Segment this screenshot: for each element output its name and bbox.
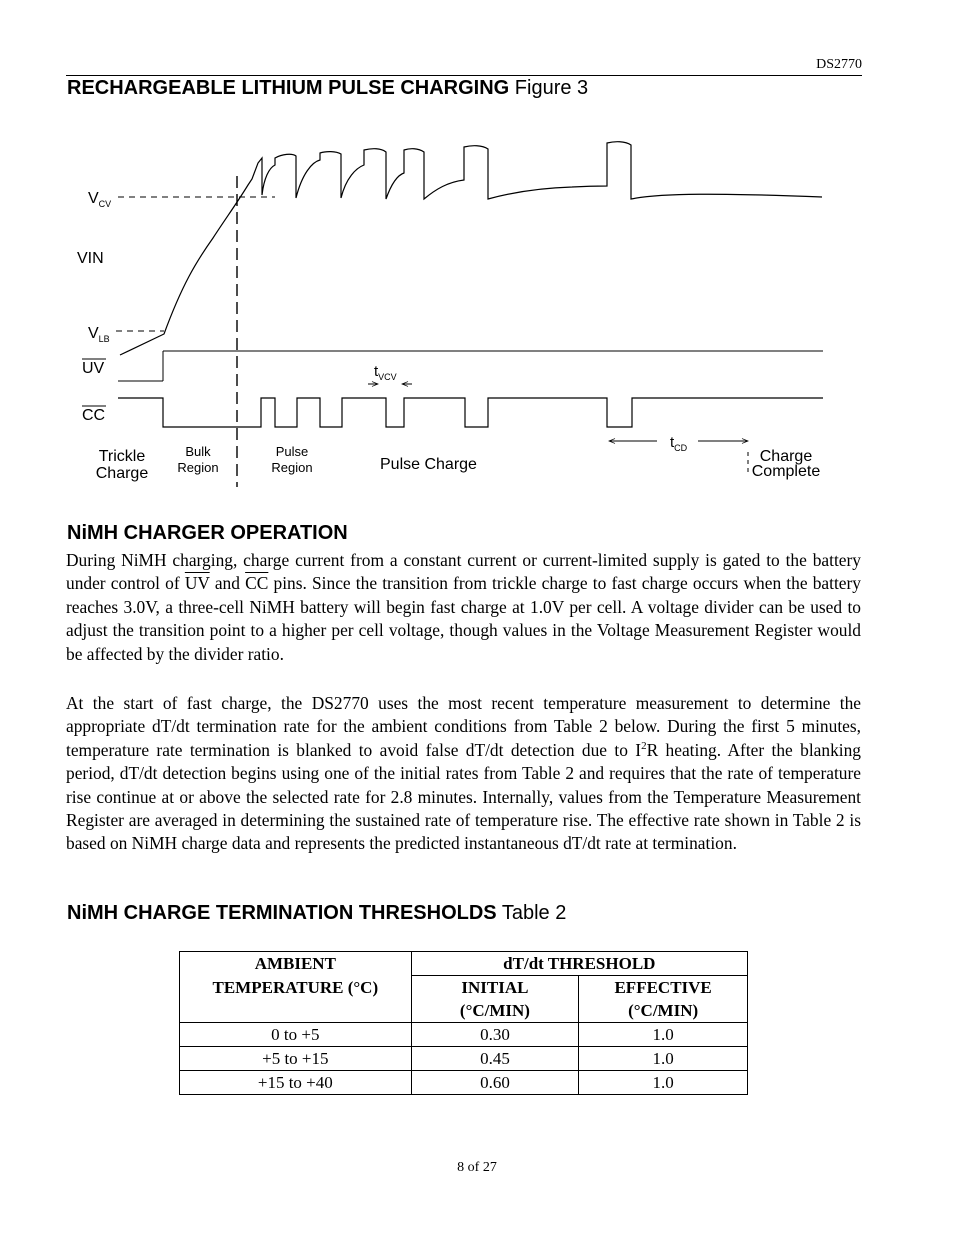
col-group-header: dT/dt THRESHOLD — [411, 952, 747, 976]
ambient-cell: 0 to +5 — [180, 1023, 412, 1047]
bulk-region-label-line2: Region — [177, 460, 219, 475]
figure-title-suffix: Figure 3 — [509, 77, 589, 99]
vin-waveform — [120, 142, 822, 355]
cc-signal — [118, 398, 823, 427]
nimh-operation-paragraph-2: At the start of fast charge, the DS2770 uses the most recent temperature measurement to determine the appropriate dT/dt termination rate for the ambient conditions from Table 2 below. During the first 5 minutes, temperature rate termination is blanked to avoid false dT/dt detection due to $I^2R$ heating. After the blanking period, dT/dt detection begins using one of the initial rates from Table 2 and requires that the rate of temperature rise continue at or above the selected rate for 2.8 minutes. Internally, values from the Temperature Measurement Register are averaged in determining the sustained rate of temperature rise. The effective rate shown in Table 2 is based on NiMH charge data and represents the predicted instantaneous dT/dt rate at termination. — [66, 693, 861, 854]
vin-label: VIN — [77, 250, 104, 267]
figure-title-bold: RECHARGEABLE LITHIUM PULSE CHARGING — [67, 77, 510, 99]
charge-complete-label-line1: Charge — [759, 448, 813, 465]
initial-cell: 0.30 — [411, 1023, 579, 1047]
page-number: 8 of 27 — [457, 1160, 497, 1175]
table-row — [180, 1071, 748, 1095]
initial-cell: 0.45 — [411, 1047, 579, 1071]
uv-pin-name: $\overline{UV}$ — [184, 573, 210, 594]
table2-heading — [67, 902, 566, 925]
initial-cell: 0.60 — [411, 1071, 579, 1095]
vlb-label: $V_{LB}$ — [88, 325, 110, 344]
document-id: DS2770 — [816, 57, 862, 72]
table-row — [180, 1023, 748, 1047]
charge-complete-label-line2: Complete — [751, 463, 821, 480]
uv-label: UV — [82, 360, 105, 377]
trickle-charge-label-line1: Trickle — [98, 448, 146, 465]
pulse-charging-figure — [0, 100, 954, 500]
ambient-cell: +5 to +15 — [180, 1047, 412, 1071]
nimh-thresholds-table — [179, 951, 748, 1095]
pulse-region-label-line2: Region — [271, 460, 313, 475]
header-rule — [66, 75, 862, 76]
figure-title — [67, 77, 588, 100]
pulse-region-label-line1: Pulse — [275, 444, 309, 459]
nimh-operation-heading: NiMH CHARGER OPERATION — [67, 522, 348, 544]
col-initial-header: INITIAL (°C/MIN) — [411, 976, 579, 1023]
table2-heading-bold: NiMH CHARGE TERMINATION THRESHOLDS — [67, 902, 497, 924]
table-row — [180, 1047, 748, 1071]
pulse-charge-label: Pulse Charge — [380, 456, 477, 473]
effective-cell: 1.0 — [579, 1023, 748, 1047]
effective-cell: 1.0 — [579, 1071, 748, 1095]
cc-label: CC — [82, 407, 106, 424]
tcd-label: $t_{CD}$ — [670, 434, 688, 453]
table2-heading-suffix: Table 2 — [496, 902, 567, 924]
effective-cell: 1.0 — [579, 1047, 748, 1071]
tvcv-label: $t_{VCV}$ — [374, 363, 397, 382]
vcv-label: $V_{CV}$ — [88, 190, 112, 209]
col-ambient-header: AMBIENT TEMPERATURE (°C) — [180, 952, 412, 1023]
trickle-charge-label-line2: Charge — [95, 465, 149, 482]
nimh-operation-paragraph-1: During NiMH charging, charge current from a constant current or current-limited supply is gated to the battery under control of $\overline{UV}$ and $\overline{CC}$ pins. Since the transition from trickle charge to fast charge occurs when the battery reaches 3.0V, a three-cell NiMH battery will begin fast charge at 1.0V per cell. A voltage divider can be used to adjust the transition point to a higher per cell voltage, though values in the Voltage Measurement Register would be affected by the divider ratio. — [66, 550, 861, 664]
bulk-region-label-line1: Bulk — [185, 444, 211, 459]
table-header-row — [180, 952, 748, 976]
col-effective-header: EFFECTIVE (°C/MIN) — [579, 976, 748, 1023]
cc-pin-name: $\overline{CC}$ — [245, 573, 269, 594]
ambient-cell: +15 to +40 — [180, 1071, 412, 1095]
